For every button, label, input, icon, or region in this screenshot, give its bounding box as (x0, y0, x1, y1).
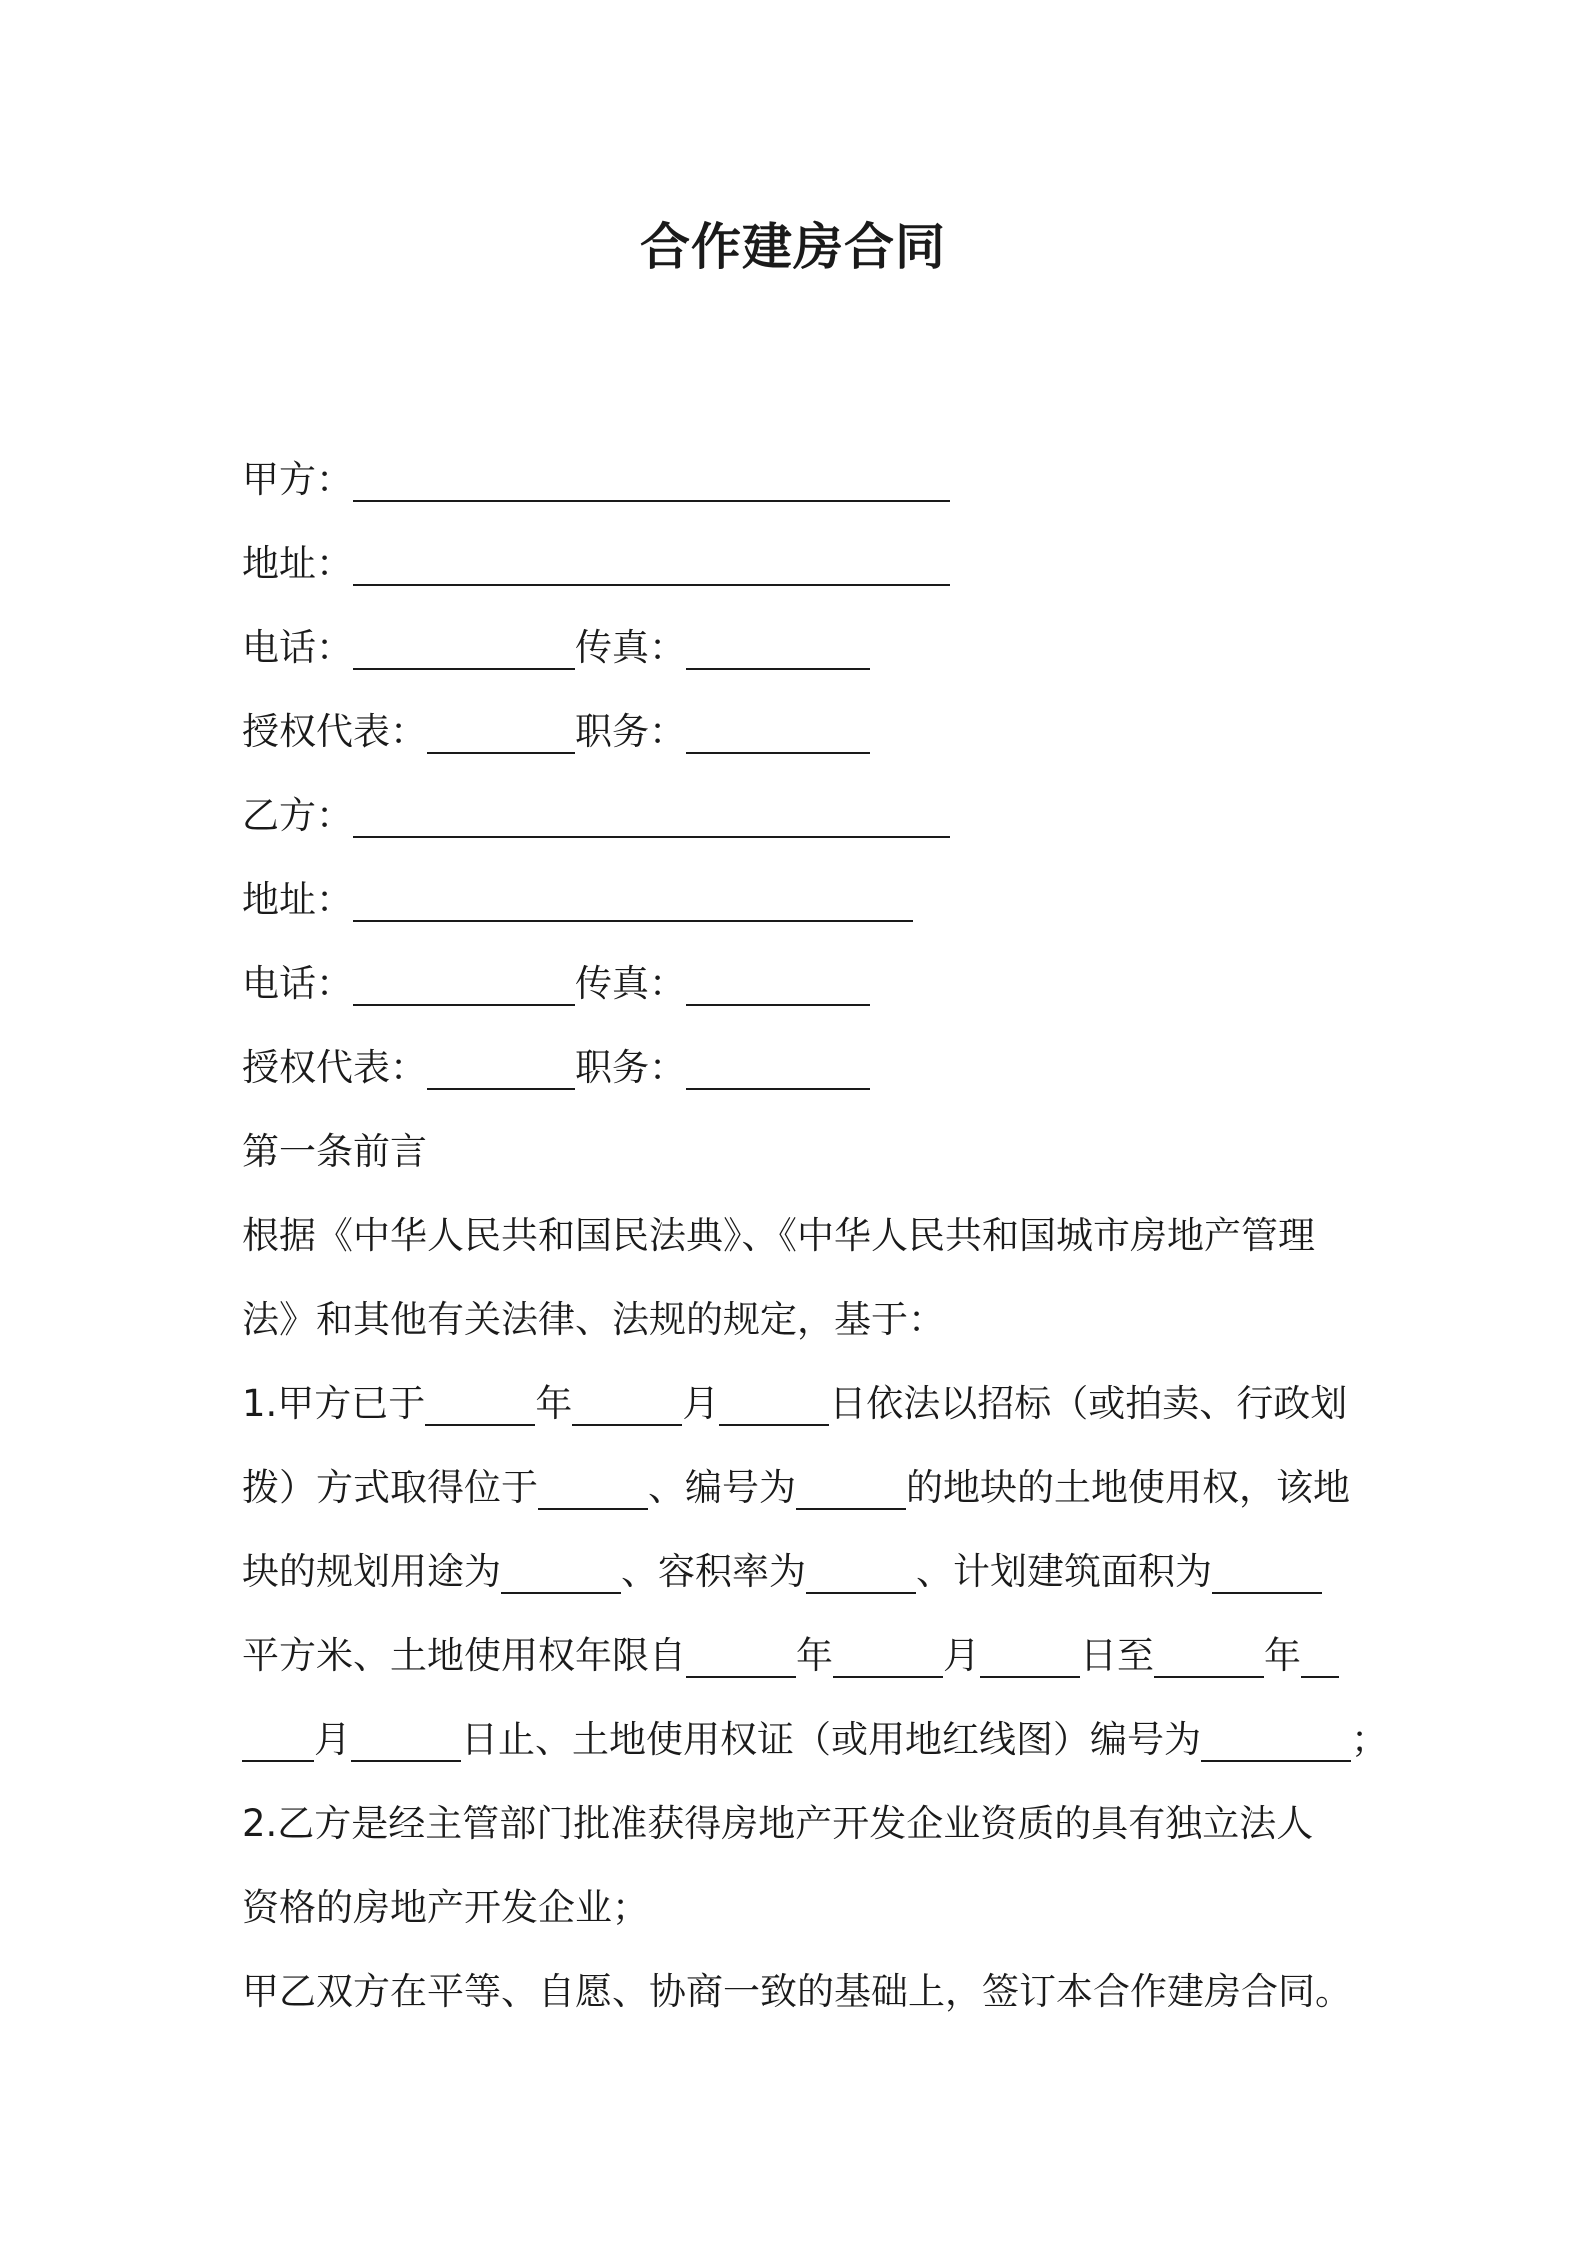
article-1-intro-line-1: 根据《中华人民共和国民法典》、《中华人民共和国城市房地产管理 (242, 1214, 1315, 1257)
party-b-position-label: 职务： (575, 1046, 686, 1089)
party-a-rep-label: 授权代表： (242, 710, 427, 753)
item-1-line-4 (242, 1614, 1357, 1698)
party-b-fax-blank[interactable] (686, 960, 870, 1006)
item-1-text: 月 (314, 1718, 351, 1761)
party-b-phone-row (242, 954, 870, 1014)
item-1-text: 日至 (1080, 1634, 1154, 1677)
building-area-blank[interactable] (1212, 1548, 1322, 1594)
item-1-text: 的地块的土地使用权，该地 (906, 1466, 1350, 1509)
party-b-fax-label: 传真： (575, 962, 686, 1005)
item-1-text: 年 (535, 1382, 573, 1425)
term-start-year-blank[interactable] (686, 1632, 796, 1678)
party-a-address-label: 地址： (242, 542, 353, 585)
item-1-text: 、计划建筑面积为 (916, 1550, 1212, 1593)
party-b-name-label: 乙方： (242, 794, 353, 837)
term-start-day-blank[interactable] (980, 1632, 1080, 1678)
certificate-number-blank[interactable] (1201, 1716, 1351, 1762)
item-1-text: 月 (943, 1634, 980, 1677)
party-a-phone-label: 电话： (242, 626, 353, 669)
item-1-text: 月 (682, 1382, 720, 1425)
item-1-text: 年 (796, 1634, 833, 1677)
party-a-phone-row (242, 618, 870, 678)
party-b-address-row (242, 870, 913, 930)
item-2-line-2: 资格的房地产开发企业； (242, 1886, 649, 1929)
acquired-day-blank[interactable] (719, 1380, 829, 1426)
item-1-text: 平方米、土地使用权年限自 (242, 1634, 686, 1677)
party-a-address-row (242, 534, 950, 594)
term-end-year-blank[interactable] (1154, 1632, 1264, 1678)
item-1-text: 拨）方式取得位于 (242, 1466, 538, 1509)
article-1-heading: 第一条前言 (242, 1130, 427, 1173)
article-1-conclusion: 甲乙双方在平等、自愿、协商一致的基础上，签订本合作建房合同。 (242, 1970, 1352, 2013)
party-b-rep-row (242, 1038, 870, 1098)
term-end-month-blank-start[interactable] (1301, 1632, 1339, 1678)
party-b-address-blank[interactable] (353, 876, 913, 922)
party-b-address-label: 地址： (242, 878, 353, 921)
party-b-rep-label: 授权代表： (242, 1046, 427, 1089)
item-1-line-1 (242, 1362, 1357, 1446)
document-title: 合作建房合同 (640, 218, 946, 276)
item-1-text: 、编号为 (648, 1466, 796, 1509)
item-1-line-3 (242, 1530, 1357, 1614)
term-end-day-blank[interactable] (351, 1716, 461, 1762)
party-a-position-blank[interactable] (686, 708, 870, 754)
party-b-rep-blank[interactable] (427, 1044, 575, 1090)
item-2-line-1: 2.乙方是经主管部门批准获得房地产开发企业资质的具有独立法人 (242, 1802, 1314, 1845)
party-b-name-row (242, 786, 950, 846)
plot-ratio-blank[interactable] (806, 1548, 916, 1594)
party-a-position-label: 职务： (575, 710, 686, 753)
item-1-text: 年 (1264, 1634, 1301, 1677)
item-1-text: 日依法以招标（或拍卖、行政划 (829, 1382, 1348, 1425)
party-b-phone-label: 电话： (242, 962, 353, 1005)
party-b-name-blank[interactable] (353, 792, 950, 838)
item-1-line-2 (242, 1446, 1357, 1530)
item-1-text: 日止、土地使用权证（或用地红线图）编号为 (461, 1718, 1201, 1761)
party-a-name-blank[interactable] (353, 456, 950, 502)
party-b-position-blank[interactable] (686, 1044, 870, 1090)
article-1 (242, 1110, 1388, 2034)
item-1-text: 、容积率为 (621, 1550, 806, 1593)
item-1-text: 1.甲方已于 (242, 1382, 426, 1425)
term-start-month-blank[interactable] (833, 1632, 943, 1678)
party-a-rep-blank[interactable] (427, 708, 575, 754)
party-a-fax-label: 传真： (575, 626, 686, 669)
location-blank[interactable] (538, 1464, 648, 1510)
item-1-text: ； (1351, 1718, 1388, 1761)
article-1-intro-line-2: 法》和其他有关法律、法规的规定，基于： (242, 1298, 945, 1341)
party-a-phone-blank[interactable] (353, 624, 575, 670)
acquired-year-blank[interactable] (425, 1380, 535, 1426)
party-a-name-row (242, 450, 950, 510)
item-1-line-5 (242, 1698, 1388, 1782)
party-a-rep-row (242, 702, 870, 762)
party-a-fax-blank[interactable] (686, 624, 870, 670)
party-a-address-blank[interactable] (353, 540, 950, 586)
party-a-name-label: 甲方： (242, 458, 353, 501)
planned-use-blank[interactable] (501, 1548, 621, 1594)
plot-number-blank[interactable] (796, 1464, 906, 1510)
item-1-text: 块的规划用途为 (242, 1550, 501, 1593)
party-b-phone-blank[interactable] (353, 960, 575, 1006)
acquired-month-blank[interactable] (572, 1380, 682, 1426)
term-end-month-blank-cont[interactable] (242, 1716, 314, 1762)
